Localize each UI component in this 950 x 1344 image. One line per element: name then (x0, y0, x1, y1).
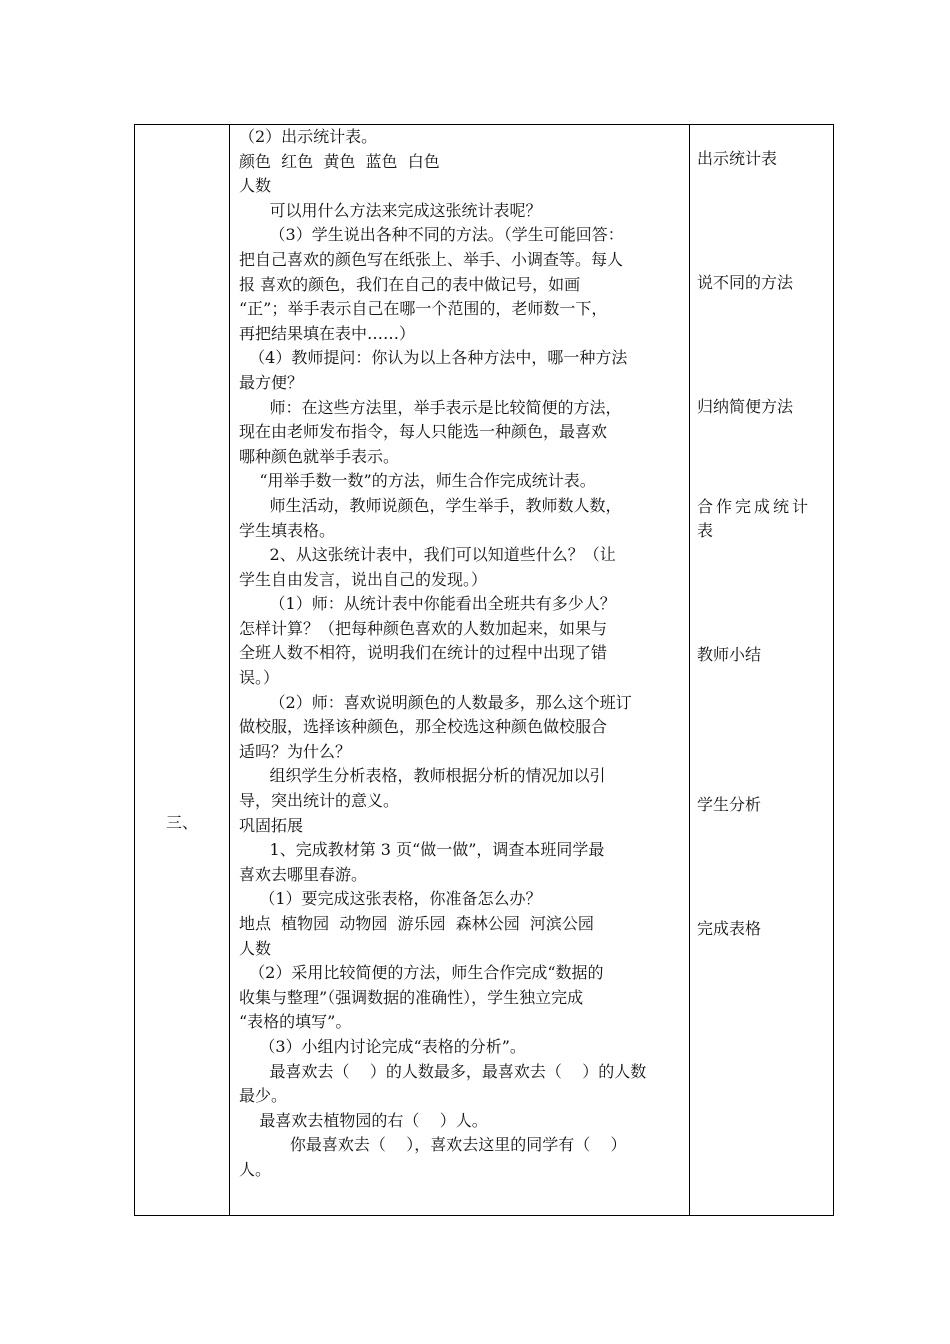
content-line: 全班人数不相符，说明我们在统计的过程中出现了错 (239, 643, 608, 663)
content-line: 再把结果填在表中……） (239, 323, 416, 343)
content-line: 颜色 红色 黄色 蓝色 白色 (239, 151, 440, 171)
note-item: 合作完成统计表 (697, 497, 812, 540)
content-line: 人数 (239, 176, 272, 196)
content-line: 人。 (239, 1159, 272, 1179)
content-line: 现在由老师发布指令，每人只能选一种颜色，最喜欢 (239, 422, 608, 442)
stage-label: 三、 (165, 813, 198, 832)
content-line: （2）师：喜欢说明颜色的人数最多，那么这个班订 (239, 692, 632, 712)
content-line: 1、完成教材第 3 页“做一做”，调查本班同学最 (239, 840, 605, 860)
content-line: 最少。 (239, 1086, 288, 1106)
content-line: “用举手数一数”的方法，师生合作完成统计表。 (239, 471, 596, 491)
content-line: （3）学生说出各种不同的方法。（学生可能回答： (239, 225, 624, 245)
content-line: “表格的填写”。 (239, 1012, 352, 1032)
content-line: 地点 植物园 动物园 游乐园 森林公园 河滨公园 (239, 914, 594, 933)
content-line: 导，突出统计的意义。 (239, 791, 400, 811)
content-line: 可以用什么方法来完成这张统计表呢？ (239, 200, 542, 220)
content-line: 报 喜欢的颜色，我们在自己的表中做记号，如画 (239, 274, 581, 294)
note-item: 归纳简便方法 (697, 397, 794, 416)
lesson-table (134, 124, 834, 1216)
column-divider (229, 125, 230, 1215)
content-line: 最喜欢去植物园的右（ ）人。 (239, 1110, 488, 1130)
content-line: （1）要完成这张表格，你准备怎么办？ (239, 889, 542, 909)
content-line: 你最喜欢去（ ），喜欢去这里的同学有（ ） (239, 1135, 627, 1155)
content-line: （1）师：从统计表中你能看出全班共有多少人？ (239, 594, 616, 614)
content-line: 怎样计算？（把每种颜色喜欢的人数加起来，如果与 (239, 618, 608, 638)
content-line: 最方便？ (239, 372, 304, 392)
content-line: 人数 (239, 938, 272, 958)
content-line: 师生活动，教师说颜色，学生举手，教师数人数， (239, 495, 622, 515)
content-line: 做校服，选择该种颜色，那全校选这种颜色做校服合 (239, 717, 608, 737)
note-item: 教师小结 (697, 645, 762, 664)
note-item: 学生分析 (697, 795, 762, 814)
content-line: 收集与整理”（强调数据的准确性），学生独立完成 (239, 987, 584, 1007)
content-line: 喜欢去哪里春游。 (239, 864, 368, 884)
content-line: 组织学生分析表格，教师根据分析的情况加以引 (239, 766, 606, 786)
content-line: 适吗？为什么？ (239, 741, 352, 761)
content-line: 学生填表格。 (239, 520, 336, 540)
content-line: （2）采用比较简便的方法，师生合作完成“数据的 (239, 963, 604, 983)
content-line: 2、从这张统计表中，我们可以知道些什么？（让 (239, 545, 616, 565)
column-divider (689, 125, 690, 1215)
note-item: 完成表格 (697, 919, 762, 938)
content-line: 哪种颜色就举手表示。 (239, 446, 400, 466)
content-line: 最喜欢去（ ）的人数最多，最喜欢去（ ）的人数 (239, 1061, 647, 1081)
note-item: 出示统计表 (697, 149, 778, 168)
content-line: 师：在这些方法里，举手表示是比较简便的方法， (239, 397, 622, 417)
content-line: （3）小组内讨论完成“表格的分析”。 (239, 1036, 526, 1056)
content-line: 误。） (239, 668, 280, 688)
content-line: “正”；举手表示自己在哪一个范围的，老师数一下， (239, 299, 608, 319)
content-line: 把自己喜欢的颜色写在纸张上、举手、小调查等。每人 (239, 249, 624, 269)
content-line: （4）教师提问：你认为以上各种方法中，哪一种方法 (239, 348, 628, 368)
content-line: （2）出示统计表。 (239, 127, 378, 146)
note-item: 说不同的方法 (697, 273, 794, 292)
content-line: 巩固拓展 (239, 815, 304, 835)
content-line: 学生自由发言，说出自己的发现。） (239, 569, 488, 589)
activity-content (239, 125, 685, 1183)
